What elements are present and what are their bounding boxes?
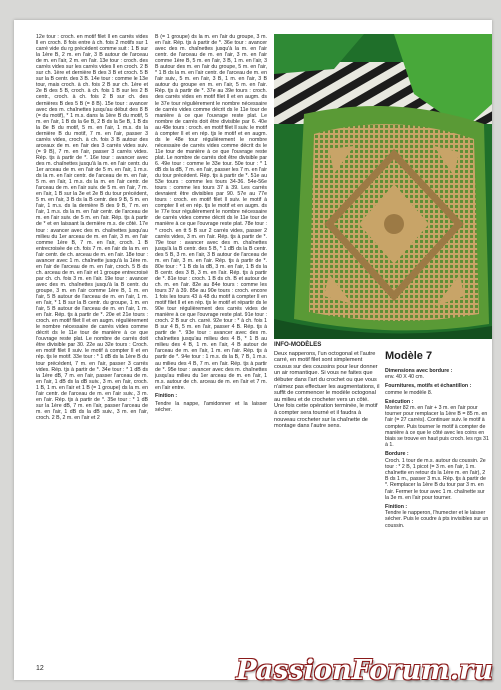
supplies-value: comme le modèle 8.: [385, 389, 433, 396]
execution-text: Monter 82 m. en l'air + 3 m. en l'air pour tourner pour remplacer la 1ère B = 85 m. en l'air (= 27 carrés). Continuer suiv. le motif à compter. Puis tourner le motif à compter de manière à ce que le côté avec les coins en biais se trouve en haut puis croch. les rgs 31 à 1.: [385, 405, 489, 449]
border-label: Bordure :: [385, 451, 409, 458]
info-models-title: INFO-MODÈLES: [274, 341, 322, 348]
finishing-text: Tendre la nappe, l'amidonner et la laisser sécher.: [155, 400, 267, 413]
finishing-heading: Finition :: [155, 392, 178, 399]
dimensions-label: Dimensions avec bordure :: [385, 368, 453, 374]
model-7-box: [385, 342, 489, 530]
model-7-title: Modèle 7: [385, 350, 433, 362]
dimensions-value: env. 40 X 40 cm.: [385, 374, 425, 381]
cushion-illustration: [274, 34, 492, 339]
finishing-label: Finition :: [385, 504, 408, 511]
instructions-paragraph: B (= 1 groupe) ds la m. en l'air du groupe, 3 m. en l'air. Rép. tjs à partir de *. 36e tour : avancer avec des m. chaînettes jusqu'à la m. en l'air centr. de l'arceau de m. en l'air, 3 m. en l'air comme 1ère B, 5 m. en l'air, 3 B, 1 m. en l'air, 3 B autour des m. en l'air du groupe, 5 m. en l'air, * 1 B ds la m. en l'air centr. de l'arceau de m. en l'air suiv., 5 m. en l'air, 3 B, 1 m. en l'air, 3 B autour du groupe en m. en l'air, 5 m. en l'air. Rép. tjs à partir de *. 37e au 39e tours : croch. des carrés vides en motif filet ll et en augm. ds le 37e tour régulièrement le nombre nécessaire de carrés vides comme décrit ds le 11e tour de manière à ce que l'ouvrage reste plat. Le nombre de carrés doit être divisible par 6. 40e au 48e tours : croch. en motif filet ll suiv. le motif à compter ll et en rép. tjs le motif et en augm. ds le 48e tour régulièrement le nombre nécessaire de carrés vides comme décrit ds le 11e tour de manière à ce que l'ouvrage reste plat. Le nombre de carrés doit être divisible par 6. 49e tour : comme le 33e tour. 50e tour : * 1 dB ds la dB, 7 m. en l'air, passer les 7 m. en l'air du tour précédent. Rép. tjs à partir de *. 51e au 53e tours : comme les tours 34-36. 54e-56e tours : comme les tours 37 à 39. Les carrés devraient être divisibles par 90. 57e au 77e tours : croch. en motif filet ll suiv. le motif à compter ll et en rép. tjs le motif et en augm. ds le 77e tour régulièrement le nombre nécessaire de carrés vides comme décrit ds le 11e tour de manière à ce que l'ouvrage reste plat. 78e tour : * croch. en tt 5 B sur 2 carrés vides, passer 2 carrés vides, 3 m. en l'air. Rép. tjs à partir de *. 79e tour : avancer avec des m. chaînettes jusqu'à la B centr. des 5 B, * 1 dB ds la B centr. des 5 B, 3 m. en l'air, 3 B autour de l'arceau de m. en l'air, 3 m. en l'air. Rép. tjs à partir de *. 80e tour : * 1 B ds la dB, 3 m. en l'air, 1 B ds la B centr. des 3 B, 3 m. en l'air. Rép. tjs à partir de *. 81e tour : croch. 1 B ds ch. B et autour de ch. m. en l'air. 82e au 84e tours : comme les tours 37 à 39. 85e au 90e tours : croch. encore 1 fois les tours 43 à 48 du motif à compter ll en motif filet ll et en rép. tjs le motif et répartir ds le 90e tour régulièrement des carrés vides de manière à ce que l'ouvrage reste plat. 91e tour : croch. 2 B sur ch. carré. 92e tour : * à ch. fois 1 B sur 4 B, 5 m. en l'air, passer 4 B. Rép. tjs à partir de *. 93e tour : avancer avec des m. chaînettes jusqu'au milieu des 4 B, * 1 B au milieu des 4 B, 1 m. en l'air, 4 B autour de l'arceau de m. en l'air, 1 m. en l'air. Rép. tjs à partir de *. 94e tour : 1 m.s. ds la B, 7 B, 1 m.s. au milieu des 4 B, 7 m. en l'air. Rép. tjs à partir de *. 95e tour : avancer avec des m. chaînettes jusqu'au milieu du 1er arceau de m. en l'air, 1 m.s. autour de ch. arceau de m. en l'air et 7 m. en l'air entre.: [155, 34, 267, 391]
magazine-page: [14, 20, 492, 680]
execution-label: Exécution :: [385, 398, 414, 405]
page-number: 12: [36, 665, 44, 672]
instructions-paragraph: 12e tour : croch. en motif filet ll en carrés vides ll en croch. 8 fois entre à ch. fois 2 motifs sur 1 carré vide du rg précédent comme suit : 1 B sur la 1ère B, 2 m. en l'air, 3 B autour de l'arceau de m. en l'air, 2 m. en l'air. 13e tour : croch. des carrés vides sur les carrés vides ll en croch. 2 B sur ch. 1ère et dernière B des 3 B et croch. 5 B sur la B centr. des 3 B. 14e tour : comme le 13e tour, mais croch. à ch. fois 2 B sur ch. 1ère et 2e B des 5 B, croch. à ch. fois 1 B sur les 2 B centr., croch. à ch. fois 2 B sur ch. des dernières B des 5 B (= 8 B). 15e tour : avancer avec des m. chaînettes jusqu'au début des 8 B (= du motif), * 1 m.s. dans la 1ère B du motif, 5 m. en l'air, 1 B ds la 6e B, 2 B ds la 5e B, 1 B ds la 8e B du motif, 5 m. en l'air, 1 m.s. ds la dernière B du motif, 7 m. en l'air, passer 3 carrés vides, croch. à ch. fois 3 B autour des arceaux de m. en l'air des 3 carrés vides suiv. (= 9 B), 7 m. en l'air, passer 3 carrés vides. Rép. tjs à partir de *. 16e tour : avancer avec des m. chaînettes jusqu'à la m. en l'air centr. du 1er arceau de m. en l'air de 5 m. en l'air, 1 m.s. ds la m. en l'air centr. de l'arceau de m. en l'air, 5 m. en l'air, 1 m.s. ds la m. en l'air centr. de l'arceau de m. en l'air suiv. de 5 m. en l'air, 7 m. en l'air, 1 B sur la 3e et 2e B du tour précédent, 5 m. en l'air, 3 B ds la B centr. des 9 B, 5 m. en l'air, 1 m.s. ds la dernière B des 9 B, 7 m. en l'air, 1 m.s. ds la m. en l'air centr. de l'arceau de m. en l'air suiv. de 5 m. en l'air. Rép. tjs à partir de * et en laissant la dernière m.s. de côté. 17e tour : avancer avec des m. chaînettes jusqu'au milieu du 1er arceau de m. en l'air, 3 m. en l'air comme 1ère B, 7 m. en l'air, croch. 1 B entrecroisée de ch. fois 7 m. en l'air ds la m. en l'air centr. de ch. arceau de m. en l'air. 18e tour : avancer avec 1 m. chaînette jusqu'à la 1ère m. en l'air de l'arceau de m. en l'air, croch. 5 B ds ch. arceau de m. en l'air et 1 groupe entrecroisé par ch. ch. fois 3 m. en l'air. 19e tour : avancer avec des m. chaînettes jusqu'à la B centr. du groupe, 3 m. en l'air comme 1ère B, 1 m. en l'air, 5 B autour de l'arceau de m. en l'air, 1 m. en l'air, * 1 B sur la B centr. du groupe, 1 m. en l'air, 5 B autour de l'arceau de m. en l'air, 1 m. en l'air. Rép. tjs à partir de *. 20e et 21e tours : croch. en motif filet ll et en augm. régulièrement le nombre nécessaire de carrés vides comme décrit ds le 11e tour de manière à ce que l'ouvrage reste plat. Le nombre de carrés doit être divisible par 30. 22e au 32e tours : Croch. en motif filet ll suiv. le motif à compter ll et en rép. tjs le motif. 33e tour : * 1 dB ds la 1ère B du tour précédent, 7 m. en l'air, passer 3 carrés vides. Rép. tjs à partir de *. 34e tour : * 1 dB ds la 1ère dB, 7 m. en l'air, passer l'arceau de m. en l'air, 1 dB ds la dB suiv., 3 m. en l'air, croch. 1 B, 1 m. en l'air et 1 B (= 1 groupe) ds la m. en l'air centr. de l'arceau de m. en l'air suiv., 3 m. en l'air. Rép. tjs à partir de *. 35e tour : * 1 dB sur la 1ère dB, 7 m. en l'air, passer l'arceau de m. en l'air, 1 dB ds la dB suiv., 3 m. en l'air, croch. 2 B, 2 m. en l'air et 2: [36, 34, 148, 421]
watermark-logo: PassionForum.ru: [236, 655, 493, 686]
info-models-text: Deux napperons, l'un octogonal et l'autre carré, en motif filet sont simplement cousus sur des coussins pour leur donner un air romantique. Si vous ne faites que débuter dans l'art du crochet ou que vous n'aimez pas effectuer les augmentations, il suffit de commencer le modèle octogonal au milieu et de crocheter vers un côté. Une fois cette opération terminée, le motif à compter sera tourné et il faudra à nouveau crocheter sur la chaînette de montage dans l'autre sens.: [274, 350, 380, 430]
info-models-box: [274, 342, 380, 430]
instructions-column-middle: [155, 34, 267, 650]
supplies-label: Fournitures, motifs et échantillon :: [385, 383, 472, 390]
border-text: Croch. 1 tour de m.s. autour du coussin. 2e tour : * 2 B, 1 picot (= 3 m. en l'air, 1 m. chaînette en retour ds la 1ère m. en l'air), 2 B ds 1 m., passer 3 m.s. Rép. tjs à partir de *. Remplacer la 1ère B du tour par 3 m. en l'air. Fermer le tour avec 1 m. chaînette sur la 3e m. en l'air pour tourner.: [385, 457, 486, 501]
instructions-column-left: [36, 34, 148, 650]
lace-center-flower: [384, 214, 404, 234]
finishing-text: Tendre le napperon, l'humecter et le laisser sécher. Puis le coudre à pts invisibles sur un coussin.: [385, 510, 489, 529]
cushion-photo: [274, 34, 492, 339]
